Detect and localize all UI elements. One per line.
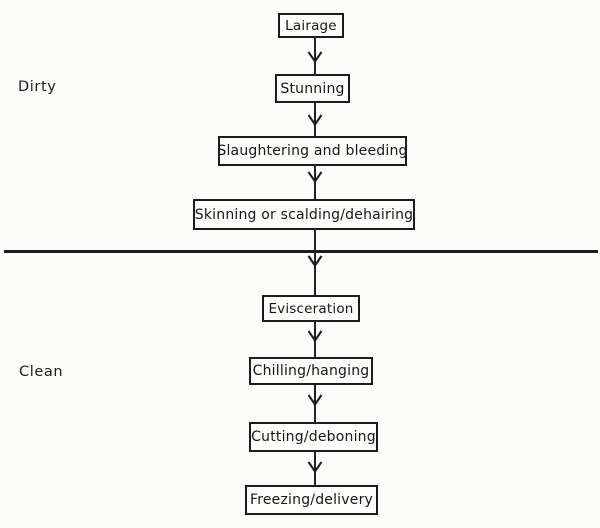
arrow-down-icon: [307, 171, 323, 183]
zone-label-dirty: Dirty: [18, 79, 57, 95]
node-lairage: Lairage: [278, 13, 344, 38]
dirty-clean-divider-line: [4, 250, 598, 253]
arrow-down-icon: [307, 461, 323, 473]
node-slaughtering-and-bleeding: Slaughtering and bleeding: [218, 136, 407, 166]
node-cutting-deboning: Cutting/deboning: [249, 422, 378, 452]
arrow-down-icon: [307, 51, 323, 63]
arrow-down-icon: [307, 114, 323, 126]
node-skinning-or-scalding-dehairing: Skinning or scalding/dehairing: [193, 199, 415, 230]
node-evisceration: Evisceration: [262, 295, 360, 322]
zone-label-clean: Clean: [19, 364, 64, 380]
node-chilling-hanging: Chilling/hanging: [249, 357, 373, 385]
node-freezing-delivery: Freezing/delivery: [245, 485, 378, 515]
arrow-down-icon: [307, 394, 323, 406]
node-stunning: Stunning: [275, 74, 350, 103]
arrow-down-icon: [307, 330, 323, 342]
arrow-down-icon: [307, 255, 323, 267]
